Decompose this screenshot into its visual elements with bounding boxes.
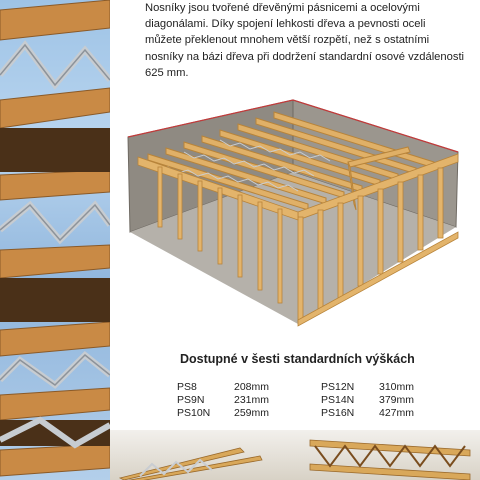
model-height: 310mm: [379, 381, 415, 393]
model-column-right: [321, 381, 354, 420]
model-name: PS8: [177, 381, 197, 393]
model-name: PS10N: [177, 407, 211, 419]
model-height: 231mm: [234, 394, 270, 406]
truss-photo-left: [0, 0, 110, 480]
truss-photo-illustration: [0, 0, 110, 480]
intro-paragraph: Nosníky jsou tvořené dřevěnými pásnicemi a ocelovými diagonálami. Díky spojení lehkosti dřeva a pevnosti oceli můžete překlenout mnohem větší rozpětí, než s ostatními nosníky na bázi dřeva při dodržení standardní osové vzdálenosti 625 mm.: [145, 2, 465, 79]
model-height: 208mm: [234, 381, 270, 393]
model-name: PS14N: [321, 394, 355, 406]
model-name: PS12N: [321, 381, 355, 393]
truss-stack-illustration: [110, 430, 480, 480]
heights-heading: Dostupné v šesti standardních výškách: [180, 352, 415, 366]
floor-joist-3d-diagram: [118, 92, 463, 332]
model-column-left: [177, 381, 210, 420]
model-name: PS9N: [177, 394, 205, 406]
model-height: 379mm: [379, 394, 415, 406]
model-height: 427mm: [379, 407, 415, 419]
truss-stack-photo: [110, 430, 480, 480]
model-height: 259mm: [234, 407, 270, 419]
model-name: PS16N: [321, 407, 355, 419]
size-column-right: [379, 381, 414, 420]
size-column-left: [234, 381, 269, 420]
